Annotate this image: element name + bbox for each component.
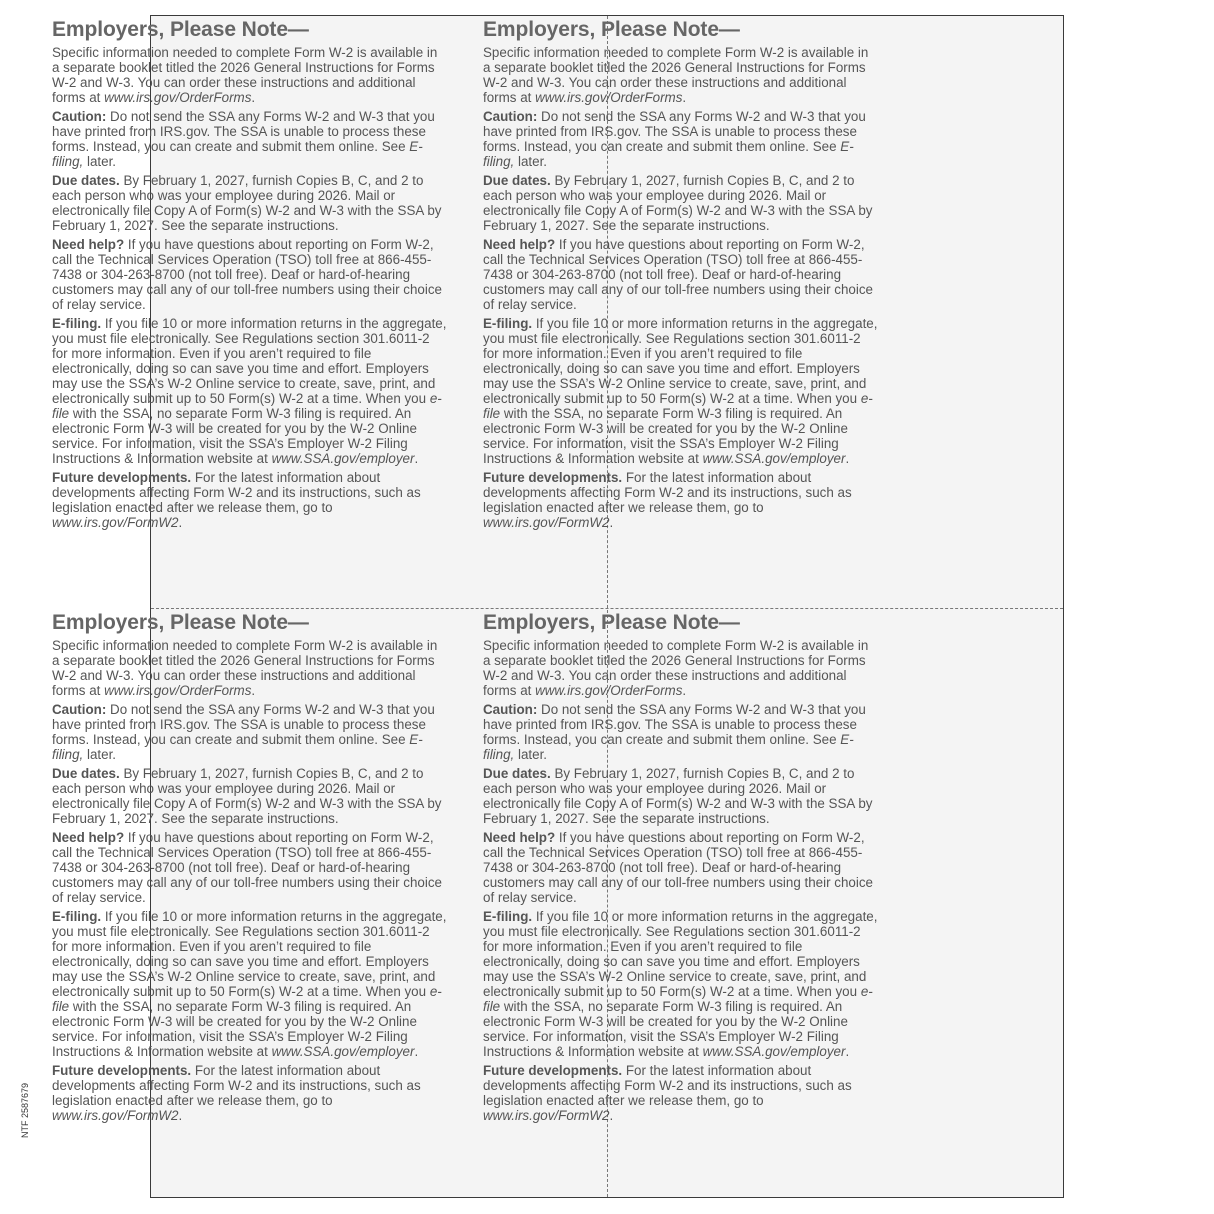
due-dates-paragraph xyxy=(483,766,878,826)
intro-text: Specific information needed to complete Form W-2 is available in a separate booklet titled the 2026 General Instructions for Forms W-2 and W-3. You can order these instructions and additional forms at xyxy=(52,45,438,105)
efiling-end: . xyxy=(414,451,419,466)
efiling-text: If you file 10 or more information returns in the aggregate, you must file electronically. See Regulations section 301.6011-2 for more information. Even if you aren’t required to file electronically, doing so can save you time and effort. Employers may use the SSA’s W-2 Online service to create, save, print, and electronically submit up to 50 Form(s) W-2 at a time. When you xyxy=(52,316,447,406)
notice-panel-bottom-right xyxy=(483,611,878,1127)
caution-end: later. xyxy=(83,747,117,762)
ssa-employer-link[interactable]: www.SSA.gov/employer xyxy=(702,1044,846,1059)
caution-text: Do not send the SSA any Forms W-2 and W-3 that you have printed from IRS.gov. The SSA is unable to process these forms. Instead, you can create and submit them online. See xyxy=(483,702,866,747)
efiling-reference: E-filing, xyxy=(52,732,423,762)
due-dates-label: Due dates. xyxy=(483,766,551,781)
efile-term: e-file xyxy=(483,984,873,1014)
need-help-text: If you have questions about reporting on Form W-2, call the Technical Services Operation (TSO) toll free at 866-455-7438 or 304-263-8700 (not toll free). Deaf or hard-of-hearing customers may call any of our toll-free numbers using their choice of relay service. xyxy=(52,830,442,905)
efile-term: e-file xyxy=(52,984,442,1014)
future-end: . xyxy=(178,515,183,530)
ssa-employer-link[interactable]: www.SSA.gov/employer xyxy=(271,1044,415,1059)
intro-text: Specific information needed to complete Form W-2 is available in a separate booklet titled the 2026 General Instructions for Forms W-2 and W-3. You can order these instructions and additional forms at xyxy=(483,638,869,698)
efiling-text-2: with the SSA, no separate Form W-3 filing is required. An electronic Form W-3 will be created for you by the W-2 Online service. For information, visit the SSA’s Employer W-2 Filing Instructions & Information website at xyxy=(52,999,417,1059)
future-developments-label: Future developments. xyxy=(52,1063,192,1078)
intro-paragraph xyxy=(52,638,447,698)
due-dates-text: By February 1, 2027, furnish Copies B, C, and 2 to each person who was your employee during 2026. Mail or electronically file Copy A of Form(s) W-2 and W-3 with the SSA by February 1, 2027. See the separate instructions. xyxy=(483,173,873,233)
form-w2-link[interactable]: www.irs.gov/FormW2 xyxy=(52,1108,179,1123)
caution-paragraph xyxy=(52,109,447,169)
future-developments-text: For the latest information about developments affecting Form W-2 and its instructions, such as legislation enacted after we release them, go to xyxy=(52,1063,421,1108)
need-help-label: Need help? xyxy=(52,830,125,845)
due-dates-text: By February 1, 2027, furnish Copies B, C, and 2 to each person who was your employee during 2026. Mail or electronically file Copy A of Form(s) W-2 and W-3 with the SSA by February 1, 2027. See the separate instructions. xyxy=(52,173,442,233)
efile-term: e-file xyxy=(483,391,873,421)
intro-end: . xyxy=(682,90,687,105)
order-forms-link[interactable]: www.irs.gov/OrderForms xyxy=(535,90,683,105)
efiling-text-2: with the SSA, no separate Form W-3 filing is required. An electronic Form W-3 will be created for you by the W-2 Online service. For information, visit the SSA’s Employer W-2 Filing Instructions & Information website at xyxy=(483,406,848,466)
notice-panel-top-right xyxy=(483,18,878,534)
due-dates-text: By February 1, 2027, furnish Copies B, C, and 2 to each person who was your employee during 2026. Mail or electronically file Copy A of Form(s) W-2 and W-3 with the SSA by February 1, 2027. See the separate instructions. xyxy=(483,766,873,826)
notice-heading: Employers, Please Note— xyxy=(52,18,309,41)
need-help-label: Need help? xyxy=(483,830,556,845)
need-help-label: Need help? xyxy=(52,237,125,252)
need-help-text: If you have questions about reporting on Form W-2, call the Technical Services Operation (TSO) toll free at 866-455-7438 or 304-263-8700 (not toll free). Deaf or hard-of-hearing customers may call any of our toll-free numbers using their choice of relay service. xyxy=(52,237,442,312)
caution-paragraph xyxy=(483,109,878,169)
due-dates-paragraph xyxy=(52,173,447,233)
efiling-label: E-filing. xyxy=(52,909,102,924)
efiling-text-2: with the SSA, no separate Form W-3 filing is required. An electronic Form W-3 will be created for you by the W-2 Online service. For information, visit the SSA’s Employer W-2 Filing Instructions & Information website at xyxy=(52,406,417,466)
ssa-employer-link[interactable]: www.SSA.gov/employer xyxy=(702,451,846,466)
future-end: . xyxy=(609,515,614,530)
order-forms-link[interactable]: www.irs.gov/OrderForms xyxy=(104,90,252,105)
need-help-text: If you have questions about reporting on Form W-2, call the Technical Services Operation (TSO) toll free at 866-455-7438 or 304-263-8700 (not toll free). Deaf or hard-of-hearing customers may call any of our toll-free numbers using their choice of relay service. xyxy=(483,830,873,905)
future-developments-paragraph xyxy=(483,470,878,530)
efiling-text: If you file 10 or more information returns in the aggregate, you must file electronically. See Regulations section 301.6011-2 for more information. Even if you aren’t required to file electronically, doing so can save you time and effort. Employers may use the SSA’s W-2 Online service to create, save, print, and electronically submit up to 50 Form(s) W-2 at a time. When you xyxy=(483,316,878,406)
need-help-text: If you have questions about reporting on Form W-2, call the Technical Services Operation (TSO) toll free at 866-455-7438 or 304-263-8700 (not toll free). Deaf or hard-of-hearing customers may call any of our toll-free numbers using their choice of relay service. xyxy=(483,237,873,312)
need-help-paragraph xyxy=(483,830,878,905)
future-developments-text: For the latest information about developments affecting Form W-2 and its instructions, such as legislation enacted after we release them, go to xyxy=(483,470,852,515)
notice-panel-top-left xyxy=(52,18,447,534)
caution-text: Do not send the SSA any Forms W-2 and W-3 that you have printed from IRS.gov. The SSA is unable to process these forms. Instead, you can create and submit them online. See xyxy=(52,109,435,154)
notice-heading: Employers, Please Note— xyxy=(483,18,740,41)
efiling-paragraph xyxy=(483,316,878,466)
efiling-reference: E-filing, xyxy=(52,139,423,169)
horizontal-cut-line xyxy=(151,608,1063,609)
notice-panel-bottom-left xyxy=(52,611,447,1127)
need-help-paragraph xyxy=(483,237,878,312)
caution-label: Caution: xyxy=(52,702,107,717)
caution-end: later. xyxy=(514,154,548,169)
order-forms-link[interactable]: www.irs.gov/OrderForms xyxy=(535,683,683,698)
caution-label: Caution: xyxy=(483,109,538,124)
efiling-label: E-filing. xyxy=(483,316,533,331)
form-code: NTF 2587679 xyxy=(20,1082,30,1138)
efiling-label: E-filing. xyxy=(52,316,102,331)
form-w2-link[interactable]: www.irs.gov/FormW2 xyxy=(483,515,610,530)
future-developments-text: For the latest information about developments affecting Form W-2 and its instructions, such as legislation enacted after we release them, go to xyxy=(52,470,421,515)
intro-end: . xyxy=(251,90,256,105)
efiling-text: If you file 10 or more information returns in the aggregate, you must file electronically. See Regulations section 301.6011-2 for more information. Even if you aren’t required to file electronically, doing so can save you time and effort. Employers may use the SSA’s W-2 Online service to create, save, print, and electronically submit up to 50 Form(s) W-2 at a time. When you xyxy=(52,909,447,999)
notice-heading: Employers, Please Note— xyxy=(52,611,309,634)
caution-end: later. xyxy=(83,154,117,169)
due-dates-label: Due dates. xyxy=(483,173,551,188)
form-w2-link[interactable]: www.irs.gov/FormW2 xyxy=(52,515,179,530)
need-help-paragraph xyxy=(52,830,447,905)
efiling-text: If you file 10 or more information returns in the aggregate, you must file electronically. See Regulations section 301.6011-2 for more information. Even if you aren’t required to file electronically, doing so can save you time and effort. Employers may use the SSA’s W-2 Online service to create, save, print, and electronically submit up to 50 Form(s) W-2 at a time. When you xyxy=(483,909,878,999)
intro-paragraph xyxy=(52,45,447,105)
intro-text: Specific information needed to complete Form W-2 is available in a separate booklet titled the 2026 General Instructions for Forms W-2 and W-3. You can order these instructions and additional forms at xyxy=(52,638,438,698)
caution-text: Do not send the SSA any Forms W-2 and W-3 that you have printed from IRS.gov. The SSA is unable to process these forms. Instead, you can create and submit them online. See xyxy=(52,702,435,747)
notice-heading: Employers, Please Note— xyxy=(483,611,740,634)
due-dates-paragraph xyxy=(52,766,447,826)
caution-paragraph xyxy=(52,702,447,762)
due-dates-label: Due dates. xyxy=(52,173,120,188)
intro-end: . xyxy=(251,683,256,698)
future-developments-label: Future developments. xyxy=(483,1063,623,1078)
future-end: . xyxy=(178,1108,183,1123)
caution-end: later. xyxy=(514,747,548,762)
due-dates-paragraph xyxy=(483,173,878,233)
efiling-reference: E-filing, xyxy=(483,732,854,762)
caution-text: Do not send the SSA any Forms W-2 and W-3 that you have printed from IRS.gov. The SSA is unable to process these forms. Instead, you can create and submit them online. See xyxy=(483,109,866,154)
intro-paragraph xyxy=(483,638,878,698)
intro-text: Specific information needed to complete Form W-2 is available in a separate booklet titled the 2026 General Instructions for Forms W-2 and W-3. You can order these instructions and additional forms at xyxy=(483,45,869,105)
caution-paragraph xyxy=(483,702,878,762)
intro-paragraph xyxy=(483,45,878,105)
future-developments-paragraph xyxy=(483,1063,878,1123)
efile-term: e-file xyxy=(52,391,442,421)
efiling-label: E-filing. xyxy=(483,909,533,924)
future-developments-paragraph xyxy=(52,470,447,530)
efiling-reference: E-filing, xyxy=(483,139,854,169)
future-developments-paragraph xyxy=(52,1063,447,1123)
efiling-paragraph xyxy=(52,909,447,1059)
future-end: . xyxy=(609,1108,614,1123)
caution-label: Caution: xyxy=(483,702,538,717)
efiling-paragraph xyxy=(483,909,878,1059)
intro-end: . xyxy=(682,683,687,698)
future-developments-label: Future developments. xyxy=(52,470,192,485)
form-w2-link[interactable]: www.irs.gov/FormW2 xyxy=(483,1108,610,1123)
future-developments-text: For the latest information about developments affecting Form W-2 and its instructions, such as legislation enacted after we release them, go to xyxy=(483,1063,852,1108)
need-help-label: Need help? xyxy=(483,237,556,252)
efiling-end: . xyxy=(845,451,850,466)
due-dates-label: Due dates. xyxy=(52,766,120,781)
need-help-paragraph xyxy=(52,237,447,312)
future-developments-label: Future developments. xyxy=(483,470,623,485)
due-dates-text: By February 1, 2027, furnish Copies B, C, and 2 to each person who was your employee during 2026. Mail or electronically file Copy A of Form(s) W-2 and W-3 with the SSA by February 1, 2027. See the separate instructions. xyxy=(52,766,442,826)
order-forms-link[interactable]: www.irs.gov/OrderForms xyxy=(104,683,252,698)
efiling-paragraph xyxy=(52,316,447,466)
caution-label: Caution: xyxy=(52,109,107,124)
efiling-end: . xyxy=(414,1044,419,1059)
ssa-employer-link[interactable]: www.SSA.gov/employer xyxy=(271,451,415,466)
efiling-end: . xyxy=(845,1044,850,1059)
efiling-text-2: with the SSA, no separate Form W-3 filing is required. An electronic Form W-3 will be created for you by the W-2 Online service. For information, visit the SSA’s Employer W-2 Filing Instructions & Information website at xyxy=(483,999,848,1059)
